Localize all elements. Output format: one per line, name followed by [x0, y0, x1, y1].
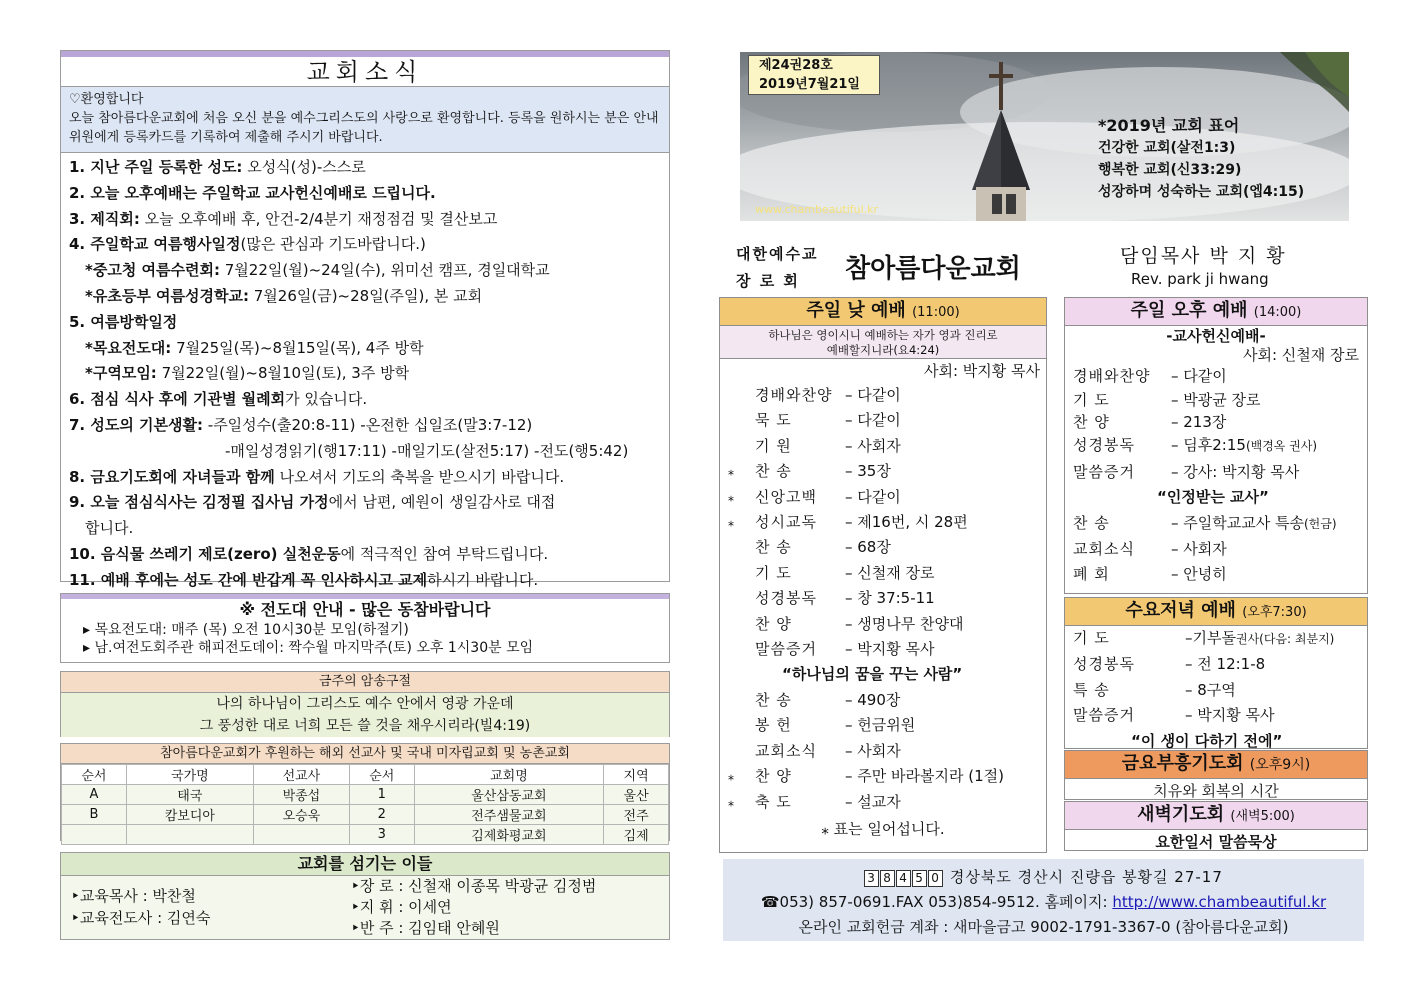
order-label: 축 도 [755, 792, 792, 811]
order-value: – 창 37:5-11 [845, 589, 935, 608]
order-value: – 사회자 [845, 436, 901, 455]
service-verse: 하나님은 영이시니 예배하는 자가 영과 진리로 예배할지니라(요4:24) [720, 326, 1046, 359]
postal-address [723, 865, 1364, 890]
postal-digit: 3 [864, 870, 879, 887]
order-label: 찬 송 [755, 690, 792, 709]
motto-line: 성장하며 성숙하는 교회(엡4:15) [1098, 184, 1305, 200]
order-item [720, 612, 1046, 637]
order-label: 찬 송 [755, 462, 792, 481]
table-header: 순서 [62, 765, 127, 785]
servers-box [60, 852, 670, 940]
memory-title: 금주의 암송구절 [61, 672, 669, 693]
order-item [720, 790, 1046, 815]
postal-digit: 0 [928, 870, 943, 887]
order-label: 성시교독 [755, 513, 817, 532]
order-item: 말씀증거 – 박지황 목사 [1073, 706, 1275, 725]
order-label: 찬 송 [755, 538, 792, 557]
table-cell [253, 825, 349, 845]
table-row [62, 825, 669, 845]
news-item-8: 8. 금요기도회에 자녀들과 함께 나오셔서 기도의 축복을 받으시기 바랍니다. [69, 467, 565, 486]
order-value: – 박지황 목사 [845, 640, 935, 659]
standing-mark: ⁎ [728, 515, 734, 530]
service-title: 주일 오후 예배 (14:00) [1065, 298, 1367, 326]
account-line: 온라인 교회헌금 계좌 : 새마을금고 9002-1791-3367-0 (참아름다운교회) [798, 918, 1289, 936]
church-news-box [60, 50, 670, 589]
address-box [723, 859, 1364, 941]
order-item [720, 764, 1046, 789]
order-of-worship [720, 383, 1046, 662]
order-item [720, 637, 1046, 662]
guide-title: ※ 전도대 안내 - 많은 동참바랍니다 [239, 600, 491, 619]
homepage-link[interactable]: http://www.chambeautiful.kr [1112, 893, 1327, 911]
order-label: 신앙고백 [755, 487, 817, 506]
order-item: 기 도 –기부돌권사(다음: 최분지) [1073, 629, 1335, 647]
welcome-heading: ♡환영합니다 [69, 92, 144, 107]
order-item: 기 도 – 박광균 장로 [1073, 391, 1261, 410]
table-cell: 전주샘물교회 [414, 805, 603, 825]
order-item [720, 510, 1046, 535]
order-value: – 다같이 [845, 411, 901, 430]
order-item [720, 561, 1046, 586]
support-title: 참아름다운교회가 후원하는 해외 선교사 및 국내 미자립교회 및 농촌교회 [61, 744, 669, 764]
news-item-5b: *구역모임: 7월22일(월)~8월10일(토), 3주 방학 [85, 364, 410, 383]
order-label: 경배와찬양 [755, 386, 833, 404]
news-item-2: 2. 오늘 오후예배는 주일학교 교사헌신예배로 드립니다. [69, 183, 436, 202]
table-cell: 3 [349, 825, 414, 845]
order-label: 찬 양 [755, 614, 792, 633]
table-cell: 오승욱 [253, 805, 349, 825]
table-cell: 박종섭 [253, 785, 349, 805]
news-item-7-cont: -매일성경읽기(행17:11) -매일기도(살전5:17) -전도(행5:42) [225, 441, 629, 460]
order-value: – 제16번, 시 28편 [845, 513, 968, 532]
service-title: 금요부흥기도회 (오후9시) [1065, 751, 1367, 779]
service-body: 요한일서 말씀묵상 [1155, 833, 1277, 851]
table-header: 교회명 [414, 765, 603, 785]
order-value: – 다같이 [845, 386, 901, 404]
table-cell [62, 825, 127, 845]
motto-title: *2019년 교회 표어 [1098, 116, 1240, 135]
order-item: 폐 회 – 안녕히 [1073, 565, 1227, 584]
photo-website: www.chambeautiful.kr [755, 203, 879, 216]
senior-pastor-english: Rev. park ji hwang [1131, 270, 1269, 288]
standing-mark: ⁎ [728, 489, 734, 504]
order-value: – 생명나무 찬양대 [845, 614, 964, 633]
guide-line-1: ▸ 목요전도대: 매주 (목) 오전 10시30분 모임(하절기) [83, 622, 409, 638]
sunday-afternoon-service [1064, 297, 1368, 594]
welcome-text: 오늘 참아름다운교회에 처음 오신 분을 예수그리스도의 사랑으로 환영합니다. 등록을 원하시는 분은 안내위원에게 등록카드를 기록하여 제출해 주시기 바랍니다. [69, 111, 659, 145]
order-label: 찬 양 [755, 767, 792, 786]
service-body: 치유와 회복의 시간 [1153, 782, 1279, 800]
sunday-morning-service [719, 297, 1047, 853]
order-label: 교회소식 [755, 741, 817, 760]
service-title: 주일 낮 예배 (11:00) [720, 298, 1046, 326]
church-motto [1098, 115, 1304, 203]
street-address: 경상북도 경산시 진량읍 봉황길 27-17 [944, 868, 1223, 886]
table-cell: 태국 [126, 785, 253, 805]
denomination [736, 241, 818, 295]
order-value: – 헌금위원 [845, 716, 916, 735]
table-row [62, 785, 669, 805]
memory-body [61, 693, 669, 737]
news-item-10: 10. 음식물 쓰레기 제로(zero) 실천운동에 적극적인 참여 부탁드립니다. [69, 544, 549, 563]
table-header: 순서 [349, 765, 414, 785]
order-label: 말씀증거 [755, 640, 817, 659]
table-cell: 울산삼동교회 [414, 785, 603, 805]
servers-left [71, 885, 210, 929]
order-item: 찬 송 – 주일학교교사 특송(헌금) [1073, 513, 1337, 532]
news-title: 교회소식 [61, 57, 669, 87]
news-item-5: 5. 여름방학일정 [69, 312, 178, 331]
news-item-6: 6. 점심 식사 후에 기관별 월례회가 있습니다. [69, 390, 368, 409]
server-line: ‣교육목사 : 박찬철 [71, 887, 196, 905]
motto-line: 행복한 교회(신33:29) [1098, 162, 1242, 178]
news-item-9: 9. 오늘 점심식사는 김정필 집사님 가정에서 남편, 예원이 생일감사로 대접 [69, 493, 556, 512]
order-item [720, 434, 1046, 459]
order-item: 교회소식 – 사회자 [1073, 540, 1227, 559]
memory-verse-box [60, 671, 670, 737]
news-list [61, 153, 669, 596]
dawn-prayer [1064, 801, 1368, 851]
order-value: – 사회자 [845, 741, 901, 760]
news-item-4a: *중고청 여름수련회: 7월22일(월)~24일(수), 위미선 캠프, 경일대학교 [85, 261, 550, 280]
senior-pastor: 담임목사 박 지 황 [1120, 245, 1287, 267]
standing-mark: ⁎ [728, 794, 734, 809]
order-value: – 다같이 [845, 487, 901, 506]
news-item-9-cont: 합니다. [85, 519, 134, 538]
memory-line-2: 그 풍성한 대로 너희 모든 쓸 것을 채우시리라(빌4:19) [199, 718, 531, 734]
motto-line: 건강한 교회(살전1:3) [1098, 140, 1236, 156]
service-title: 새벽기도회 (새벽5:00) [1065, 802, 1367, 830]
news-item-3: 3. 제직회: 오늘 오후예배 후, 안건-2/4분기 재정점검 및 결산보고 [69, 209, 498, 228]
issue-number: 제24권28호 [759, 58, 833, 73]
order-item: 경배와찬양 – 다같이 [1073, 367, 1227, 385]
standing-note: ⁎ 표는 일어섭니다. [821, 819, 945, 838]
standing-mark: ⁎ [728, 464, 734, 479]
issue-date: 2019년7월21일 [759, 77, 860, 92]
order-label: 성경봉독 [755, 589, 817, 608]
sermon-title: “이 생이 다하기 전에” [1131, 731, 1283, 750]
news-item-1: 1. 지난 주일 등록한 성도: 오성식(성)-스스로 [69, 158, 366, 176]
server-line: ‣교육전도사 : 김연숙 [71, 909, 211, 927]
order-value: – 신철재 장로 [845, 563, 935, 582]
order-item [720, 739, 1046, 764]
sermon-title: “하나님의 꿈을 꾸는 사람” [782, 665, 963, 684]
table-cell: 2 [349, 805, 414, 825]
order-value: – 68장 [845, 538, 891, 557]
table-row [62, 805, 669, 825]
order-of-worship-2 [720, 688, 1046, 815]
support-box [60, 743, 670, 844]
server-line: ‣반 주 : 김임태 안혜원 [351, 919, 500, 937]
service-leader: 사회: 신철재 장로 [1242, 346, 1359, 364]
order-item: 찬 양 – 213장 [1073, 413, 1227, 432]
contact-line [723, 890, 1364, 915]
order-item [720, 713, 1046, 738]
server-line: ‣장 로 : 신철재 이종목 박광균 김정범 [351, 877, 597, 895]
table-header: 국가명 [126, 765, 253, 785]
service-leader: 사회: 박지황 목사 [923, 362, 1040, 380]
friday-prayer [1064, 750, 1368, 800]
welcome-section [61, 87, 669, 153]
news-item-11: 11. 예배 후에는 성도 간에 반갑게 꼭 인사하시고 교제하시기 바랍니다. [69, 570, 539, 589]
postal-digit: 5 [912, 870, 927, 887]
table-cell: 캄보디아 [126, 805, 253, 825]
servers-right [351, 876, 596, 939]
service-subtitle: -교사헌신예배- [1166, 327, 1266, 345]
support-table [61, 764, 669, 845]
order-label: 기 도 [755, 563, 792, 582]
order-item [720, 535, 1046, 560]
evangelism-guide [60, 593, 670, 663]
phone-fax: ☎053) 857-0691.FAX 053)854-9512. 홈페이지: [760, 893, 1113, 911]
news-item-5a: *목요전도대: 7월25일(목)~8월15일(목), 4주 방학 [85, 338, 424, 357]
table-cell: 1 [349, 785, 414, 805]
church-name: 참아름다운교회 [845, 254, 1021, 284]
order-item: 말씀증거 – 강사: 박지황 목사 [1073, 462, 1300, 481]
order-value: – 35장 [845, 462, 891, 481]
servers-title: 교회를 섬기는 이들 [61, 853, 669, 876]
table-cell: 김제화평교회 [414, 825, 603, 845]
order-item [720, 485, 1046, 510]
news-item-4: 4. 주일학교 여름행사일정(많은 관심과 기도바랍니다.) [69, 235, 426, 254]
denomination-line: 장 로 회 [736, 272, 800, 290]
memory-line-1: 나의 하나님이 그리스도 예수 안에서 영광 가운데 [216, 696, 514, 712]
table-cell: 전주 [604, 805, 669, 825]
order-label: 봉 헌 [755, 716, 792, 735]
table-cell: 김제 [604, 825, 669, 845]
table-cell: 울산 [604, 785, 669, 805]
order-label: 기 원 [755, 436, 792, 455]
service-title: 수요저녁 예배 (오후7:30) [1065, 598, 1367, 626]
order-item: 성경봉독 – 딤후2:15(백경옥 권사) [1073, 436, 1318, 455]
order-item [720, 688, 1046, 713]
table-header: 지역 [604, 765, 669, 785]
table-header-row [62, 765, 669, 785]
table-header: 선교사 [253, 765, 349, 785]
order-value: – 설교자 [845, 792, 901, 811]
order-item [720, 383, 1046, 408]
order-label: 묵 도 [755, 411, 792, 430]
order-value: – 주만 바라볼지라 (1절) [845, 767, 1004, 786]
server-line: ‣지 휘 : 이세연 [351, 898, 452, 916]
order-item [720, 586, 1046, 611]
order-item: 성경봉독 – 전 12:1-8 [1073, 655, 1266, 674]
order-item [720, 459, 1046, 484]
postal-digit: 8 [880, 870, 895, 887]
table-cell: B [62, 805, 127, 825]
wednesday-service [1064, 597, 1368, 749]
table-cell [126, 825, 253, 845]
postal-digit: 4 [896, 870, 911, 887]
table-cell: A [62, 785, 127, 805]
issue-badge [748, 55, 880, 95]
news-item-7: 7. 성도의 기본생활: -주일성수(출20:8-11) -온전한 십일조(말3:7-12) [69, 415, 533, 434]
guide-line-2: ▸ 남.여전도회주관 해피전도데이: 짝수월 마지막주(토) 오후 1시30분 모임 [83, 640, 534, 656]
standing-mark: ⁎ [728, 769, 734, 784]
order-item [720, 408, 1046, 433]
sermon-title: “인정받는 교사” [1157, 488, 1269, 507]
news-item-4b: *유초등부 여름성경학교: 7월26일(금)~28일(주일), 본 교회 [85, 286, 483, 305]
order-value: – 490장 [845, 690, 901, 709]
order-item: 특 송 – 8구역 [1073, 680, 1236, 699]
denomination-line: 대한예수교 [736, 245, 819, 263]
